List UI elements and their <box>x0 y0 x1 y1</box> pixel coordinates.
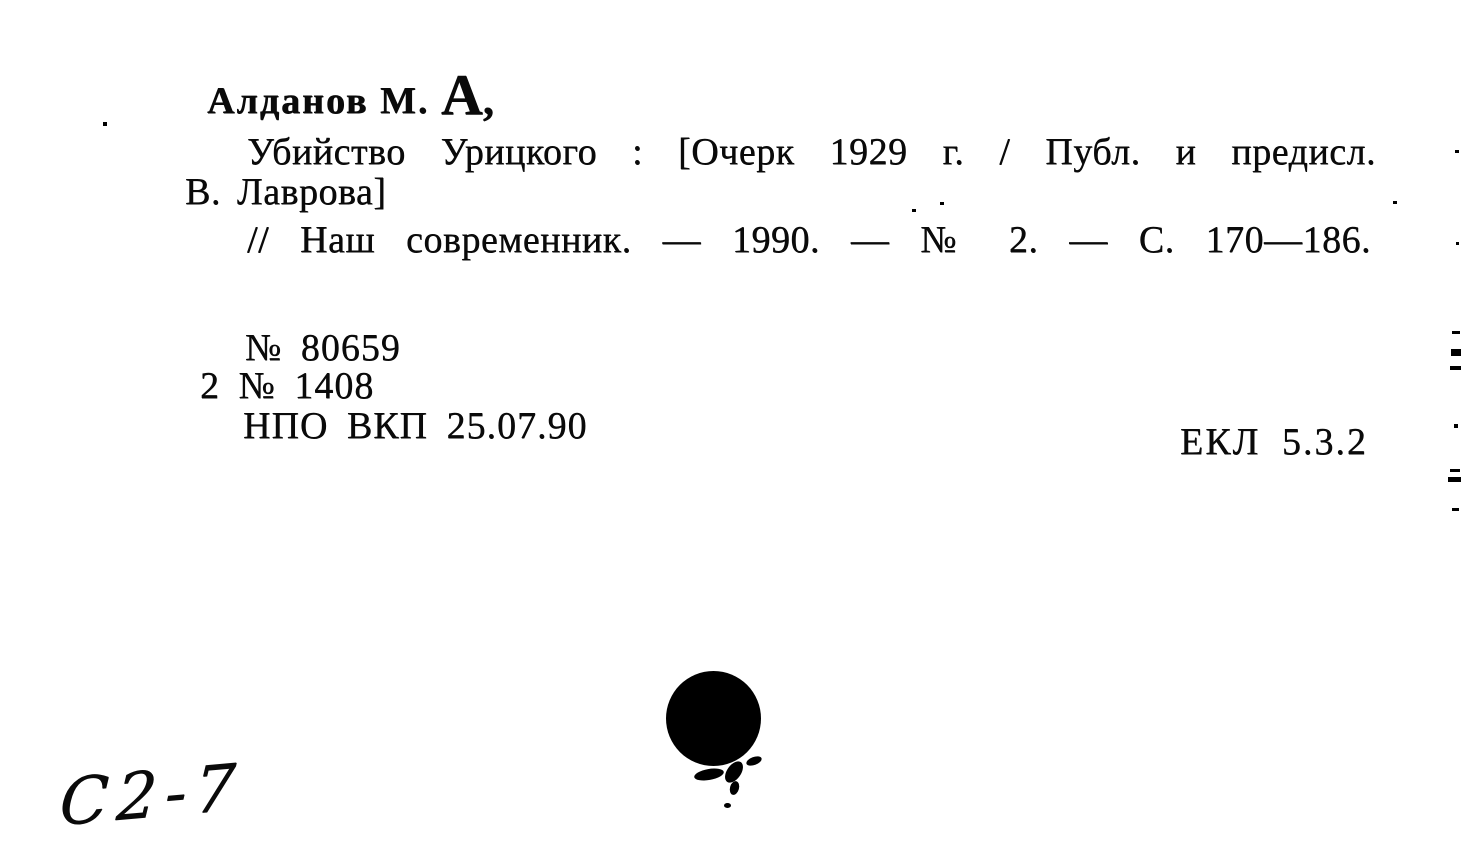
scan-speck <box>1450 469 1460 472</box>
processing-line: НПО ВКП 25.07.90 <box>243 405 588 447</box>
ink-smudge <box>693 766 724 782</box>
scan-speck <box>1452 508 1459 511</box>
title-line-1: Убийство Урицкого : [Очерк 1929 г. / Публ. и предисл. <box>247 131 1376 173</box>
scan-speck <box>1450 366 1461 370</box>
scan-speck <box>103 122 107 126</box>
source-line: // Наш современник. — 1990. — № 2. — С. 170—186. <box>247 219 1371 261</box>
title-line-2: В. Лаврова] <box>185 171 387 213</box>
scan-speck <box>940 202 944 205</box>
scan-speck <box>1454 424 1458 428</box>
classification-code: ЕКЛ 5.3.2 <box>1180 421 1368 463</box>
handwritten-mark: С2-7 <box>57 750 245 842</box>
scan-speck <box>1456 242 1459 245</box>
scan-speck <box>1393 201 1397 204</box>
scan-speck <box>1451 349 1461 356</box>
ink-smudge <box>724 803 731 808</box>
hole-punch-mark <box>666 671 761 766</box>
author-name: Алданов М. <box>207 80 430 122</box>
accession-number-line: № 80659 <box>245 327 401 369</box>
copy-number-line: 2 № 1408 <box>200 365 375 407</box>
scan-speck <box>1448 477 1461 482</box>
scan-speck <box>1452 331 1460 334</box>
scan-speck <box>1455 150 1459 153</box>
ink-smudge <box>745 755 763 768</box>
scan-speck <box>912 209 916 212</box>
author-line: Алданов М. А, <box>207 62 494 127</box>
